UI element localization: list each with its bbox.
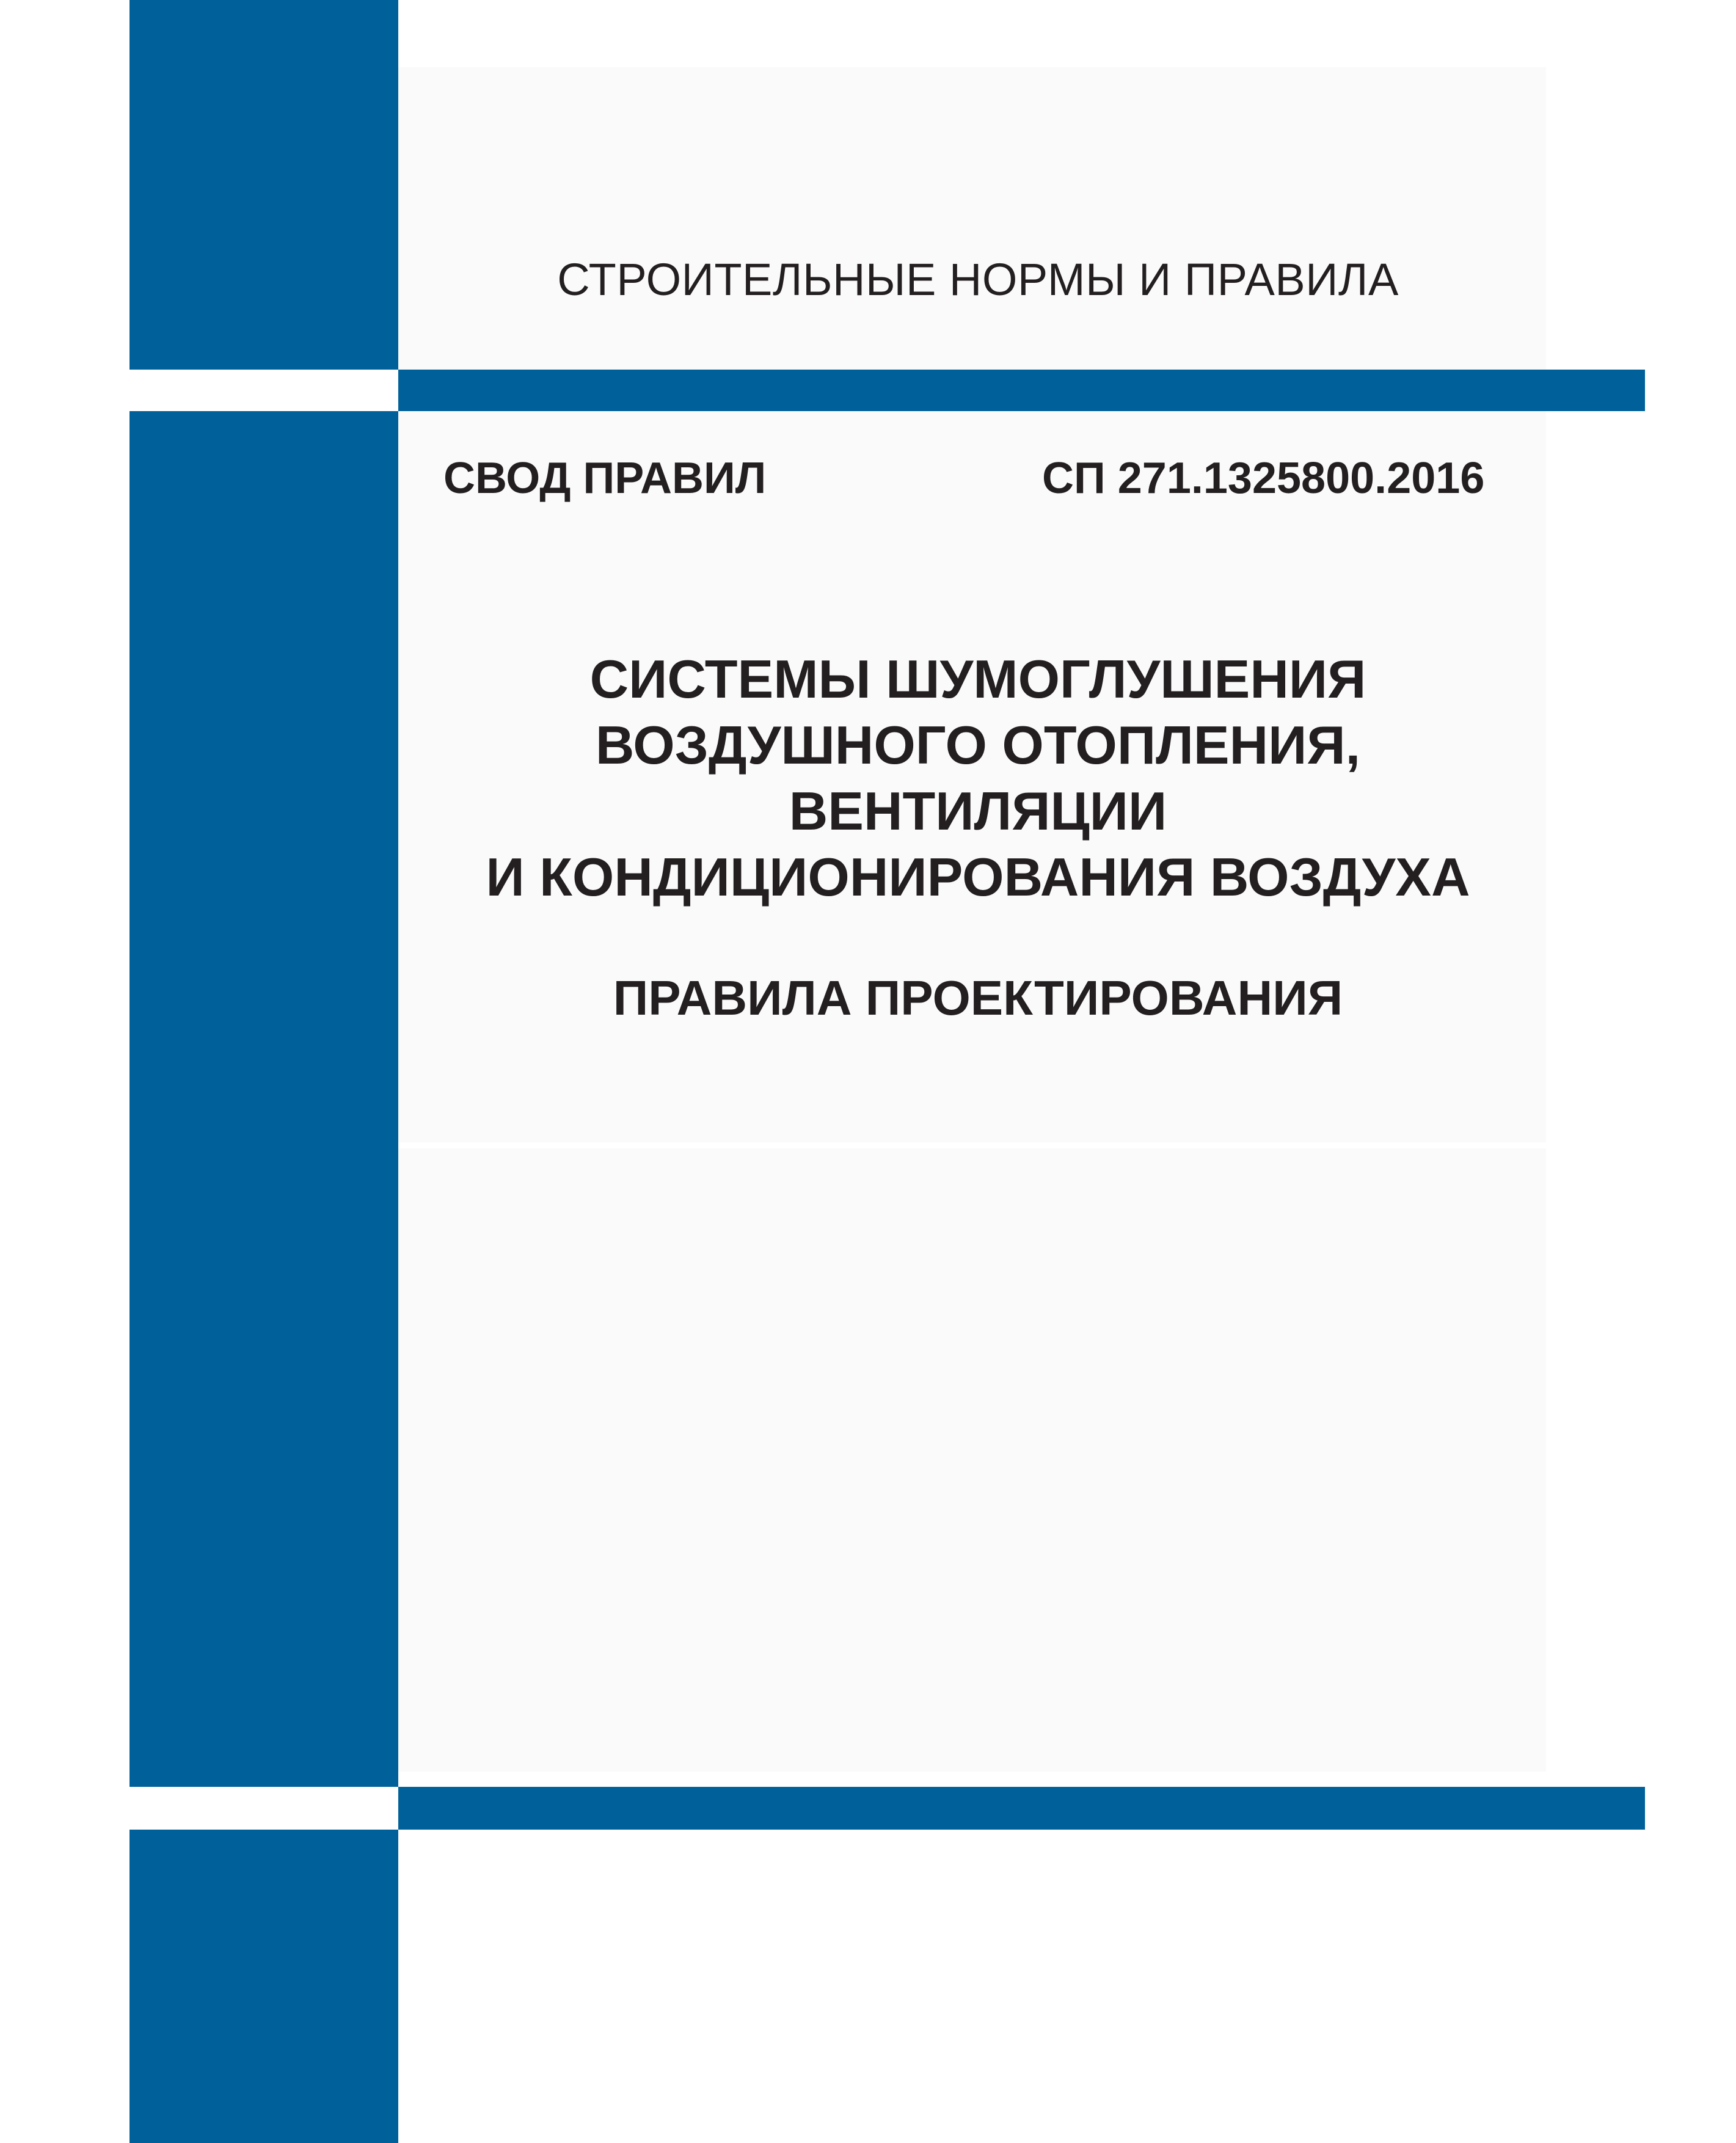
series-heading: СТРОИТЕЛЬНЫЕ НОРМЫ И ПРАВИЛА [557,254,1399,305]
blue-vertical-bar-bottom [129,1830,398,2143]
lower-panel [398,1148,1546,1772]
document-subtitle: ПРАВИЛА ПРОЕКТИРОВАНИЯ [613,971,1343,1025]
blue-vertical-bar-middle [129,411,398,1787]
document-type: СВОД ПРАВИЛ [443,454,767,503]
blue-horizontal-stripe-upper [398,370,1645,411]
title-line: ВОЗДУШНОГО ОТОПЛЕНИЯ, [595,715,1361,775]
upper-panel [398,67,1546,403]
document-title [398,646,1558,910]
blue-horizontal-stripe-lower [398,1787,1645,1830]
title-line: И КОНДИЦИОНИРОВАНИЯ ВОЗДУХА [486,847,1470,907]
title-line: ВЕНТИЛЯЦИИ [789,781,1167,841]
title-line: СИСТЕМЫ ШУМОГЛУШЕНИЯ [589,649,1366,709]
blue-vertical-bar-top [129,0,398,370]
document-code: СП 271.1325800.2016 [1042,454,1485,503]
